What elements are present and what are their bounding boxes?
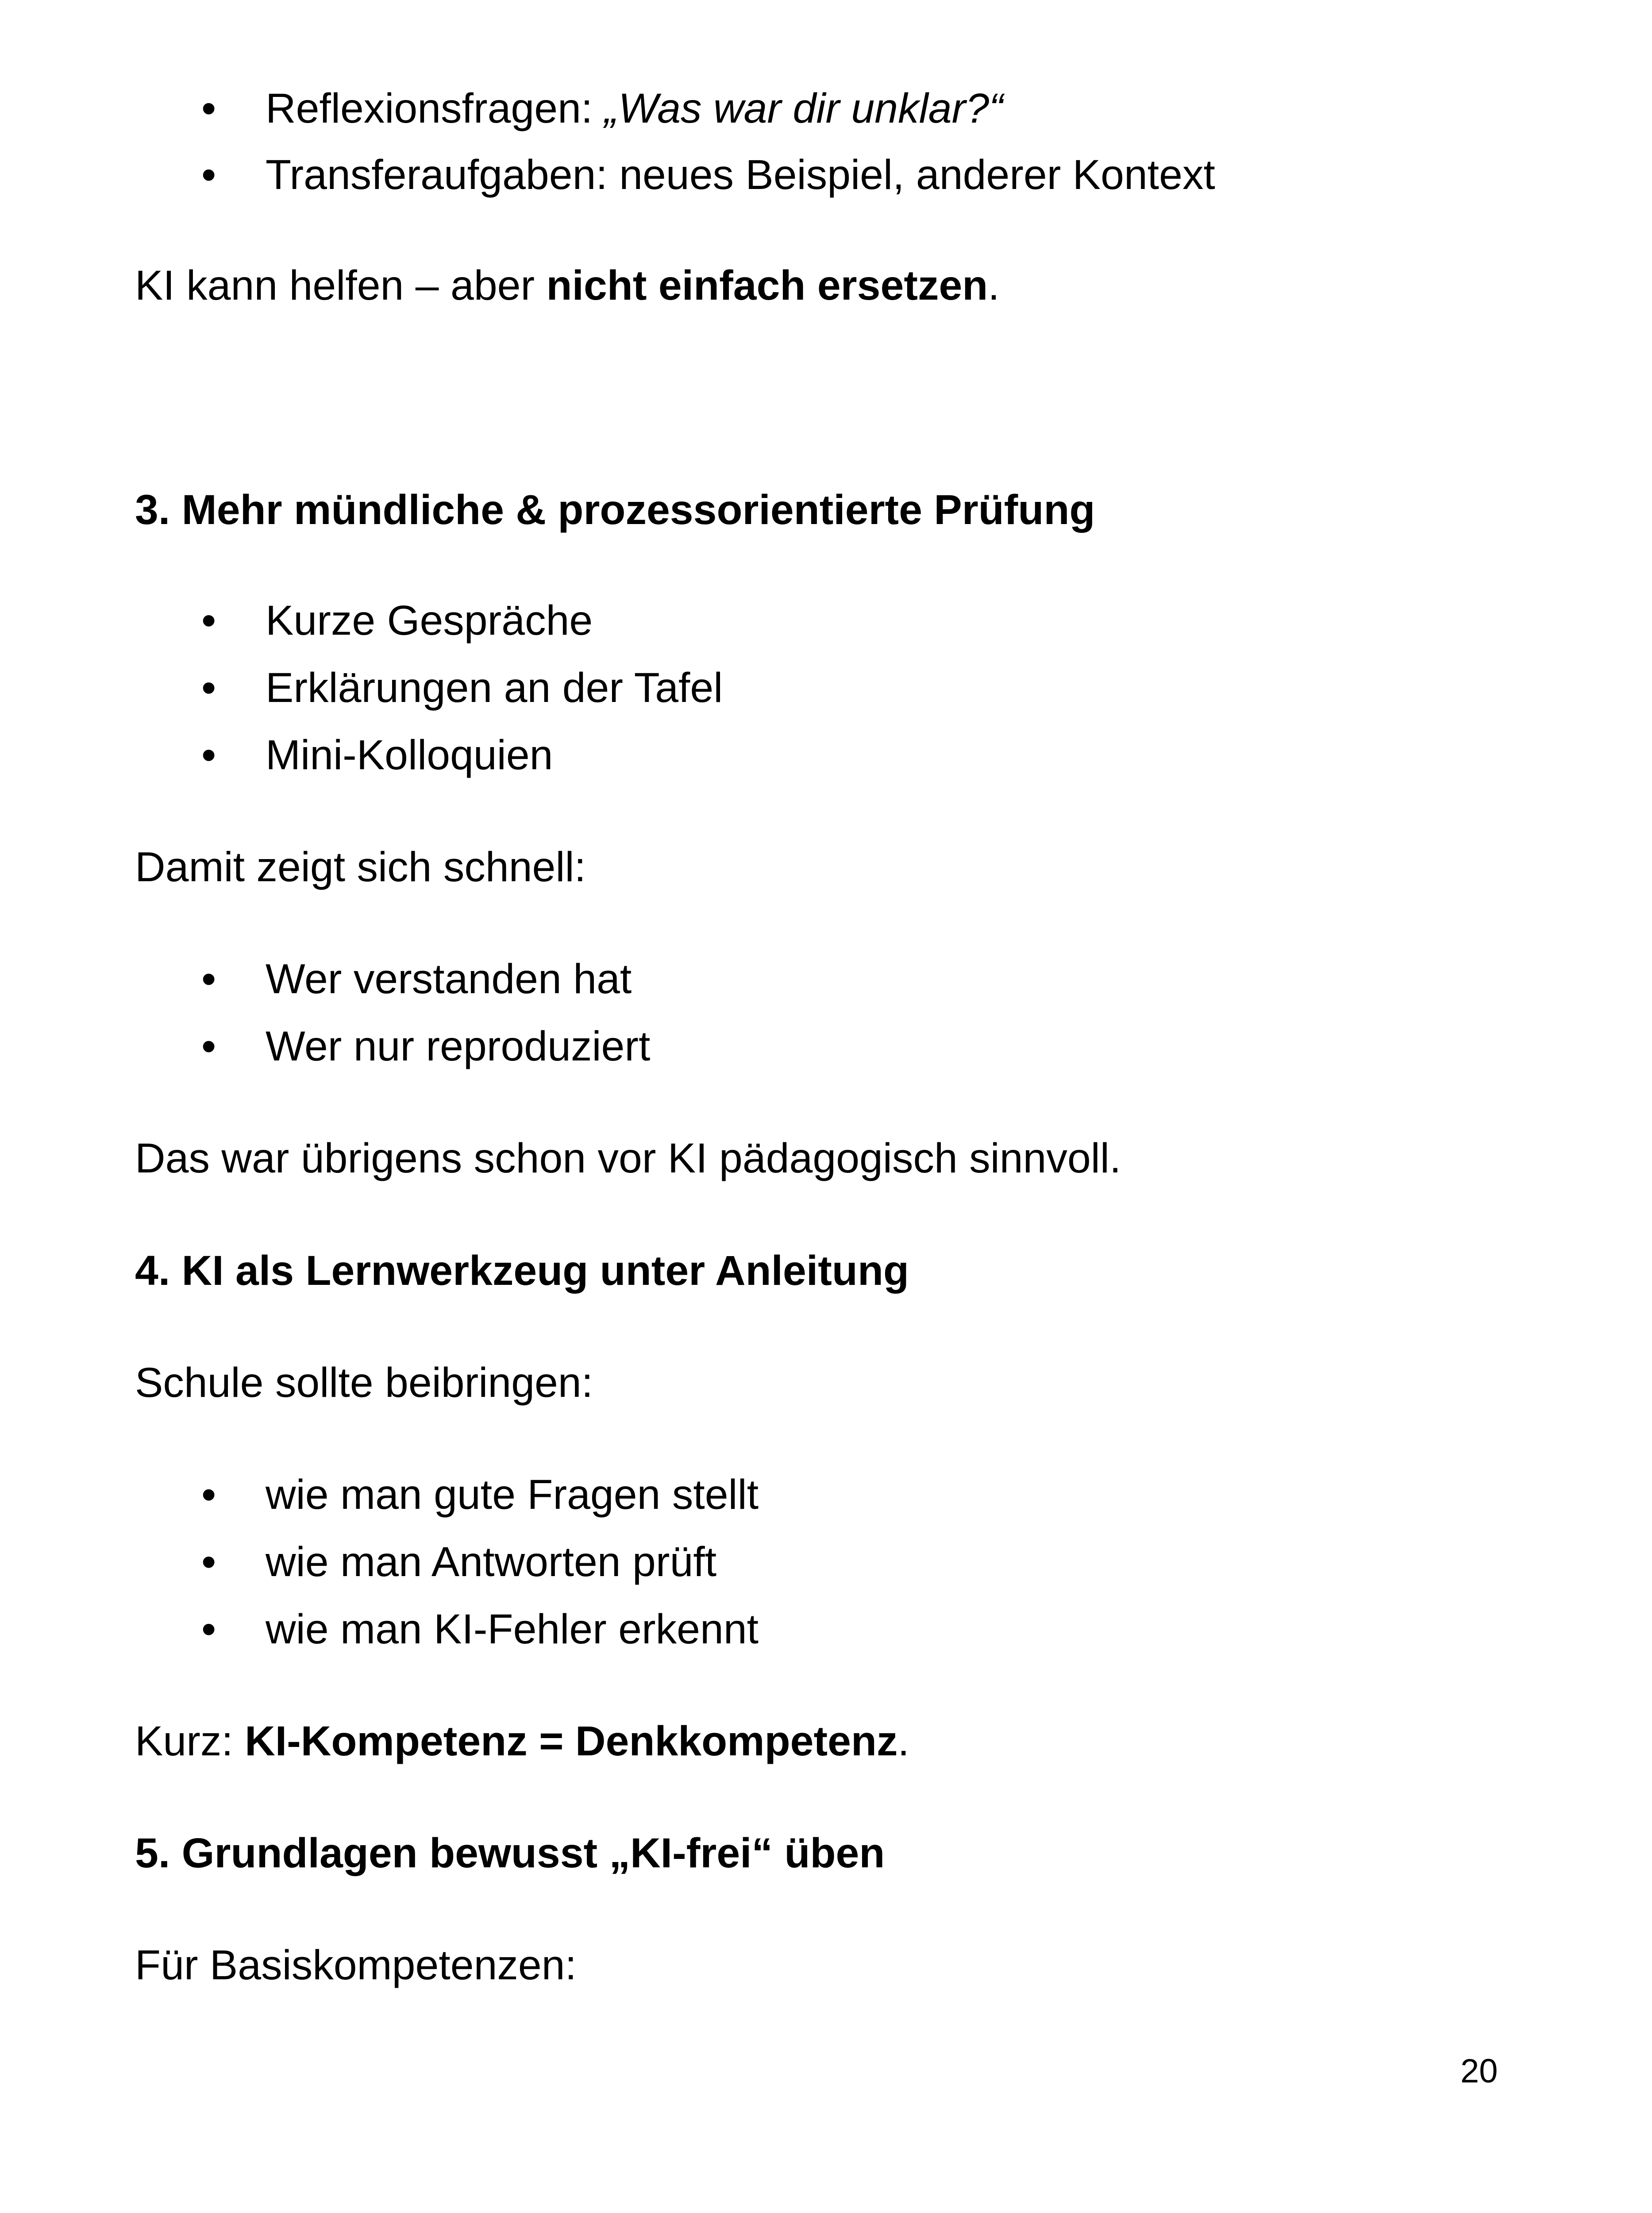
section-3-lead: Damit zeigt sich schnell: xyxy=(135,844,586,891)
summary-prefix: Kurz: xyxy=(135,1718,245,1765)
list-item: Kurze Gespräche xyxy=(266,597,593,644)
list-item-italic-quote: „Was war dir unklar?“ xyxy=(604,85,1003,132)
bullet: • xyxy=(201,151,216,198)
section-5-lead: Für Basiskompetenzen: xyxy=(135,1942,577,1989)
bullet: • xyxy=(201,732,216,779)
bullet: • xyxy=(201,956,216,1002)
section-3-closing: Das war übrigens schon vor KI pädagogisch sinnvoll. xyxy=(135,1135,1121,1182)
section-5-heading: 5. Grundlagen bewusst „KI-frei“ üben xyxy=(135,1830,885,1877)
list-item: Wer verstanden hat xyxy=(266,956,632,1002)
bullet: • xyxy=(201,1538,216,1585)
bullet: • xyxy=(201,85,216,132)
summary-bold: KI-Kompetenz = Denkkompetenz xyxy=(245,1718,898,1765)
ki-note-bold: nicht einfach ersetzen xyxy=(546,262,988,309)
bullet: • xyxy=(201,1023,216,1070)
list-item-reflexionsfragen xyxy=(266,82,1003,135)
ki-note-suffix: . xyxy=(988,262,1000,309)
ki-note-prefix: KI kann helfen – aber xyxy=(135,262,547,309)
bullet: • xyxy=(201,664,216,711)
list-item: Wer nur reproduziert xyxy=(266,1023,651,1070)
list-item: wie man Antworten prüft xyxy=(266,1538,717,1585)
section-4-summary xyxy=(135,1715,909,1768)
list-item: wie man gute Fragen stellt xyxy=(266,1471,759,1518)
ki-note-paragraph xyxy=(135,259,1000,312)
bullet: • xyxy=(201,597,216,644)
summary-suffix: . xyxy=(897,1718,909,1765)
list-item: wie man KI-Fehler erkennt xyxy=(266,1606,759,1653)
list-item-text: Reflexionsfragen: xyxy=(266,85,605,132)
bullet: • xyxy=(201,1471,216,1518)
list-item-transferaufgaben: Transferaufgaben: neues Beispiel, anderer Kontext xyxy=(266,151,1215,198)
section-3-heading: 3. Mehr mündliche & prozessorientierte Prüfung xyxy=(135,486,1095,533)
section-4-lead: Schule sollte beibringen: xyxy=(135,1359,593,1406)
bullet: • xyxy=(201,1606,216,1653)
page-number: 20 xyxy=(1460,2052,1498,2090)
list-item: Erklärungen an der Tafel xyxy=(266,664,723,711)
section-4-heading: 4. KI als Lernwerkzeug unter Anleitung xyxy=(135,1247,909,1294)
list-item: Mini-Kolloquien xyxy=(266,732,553,779)
